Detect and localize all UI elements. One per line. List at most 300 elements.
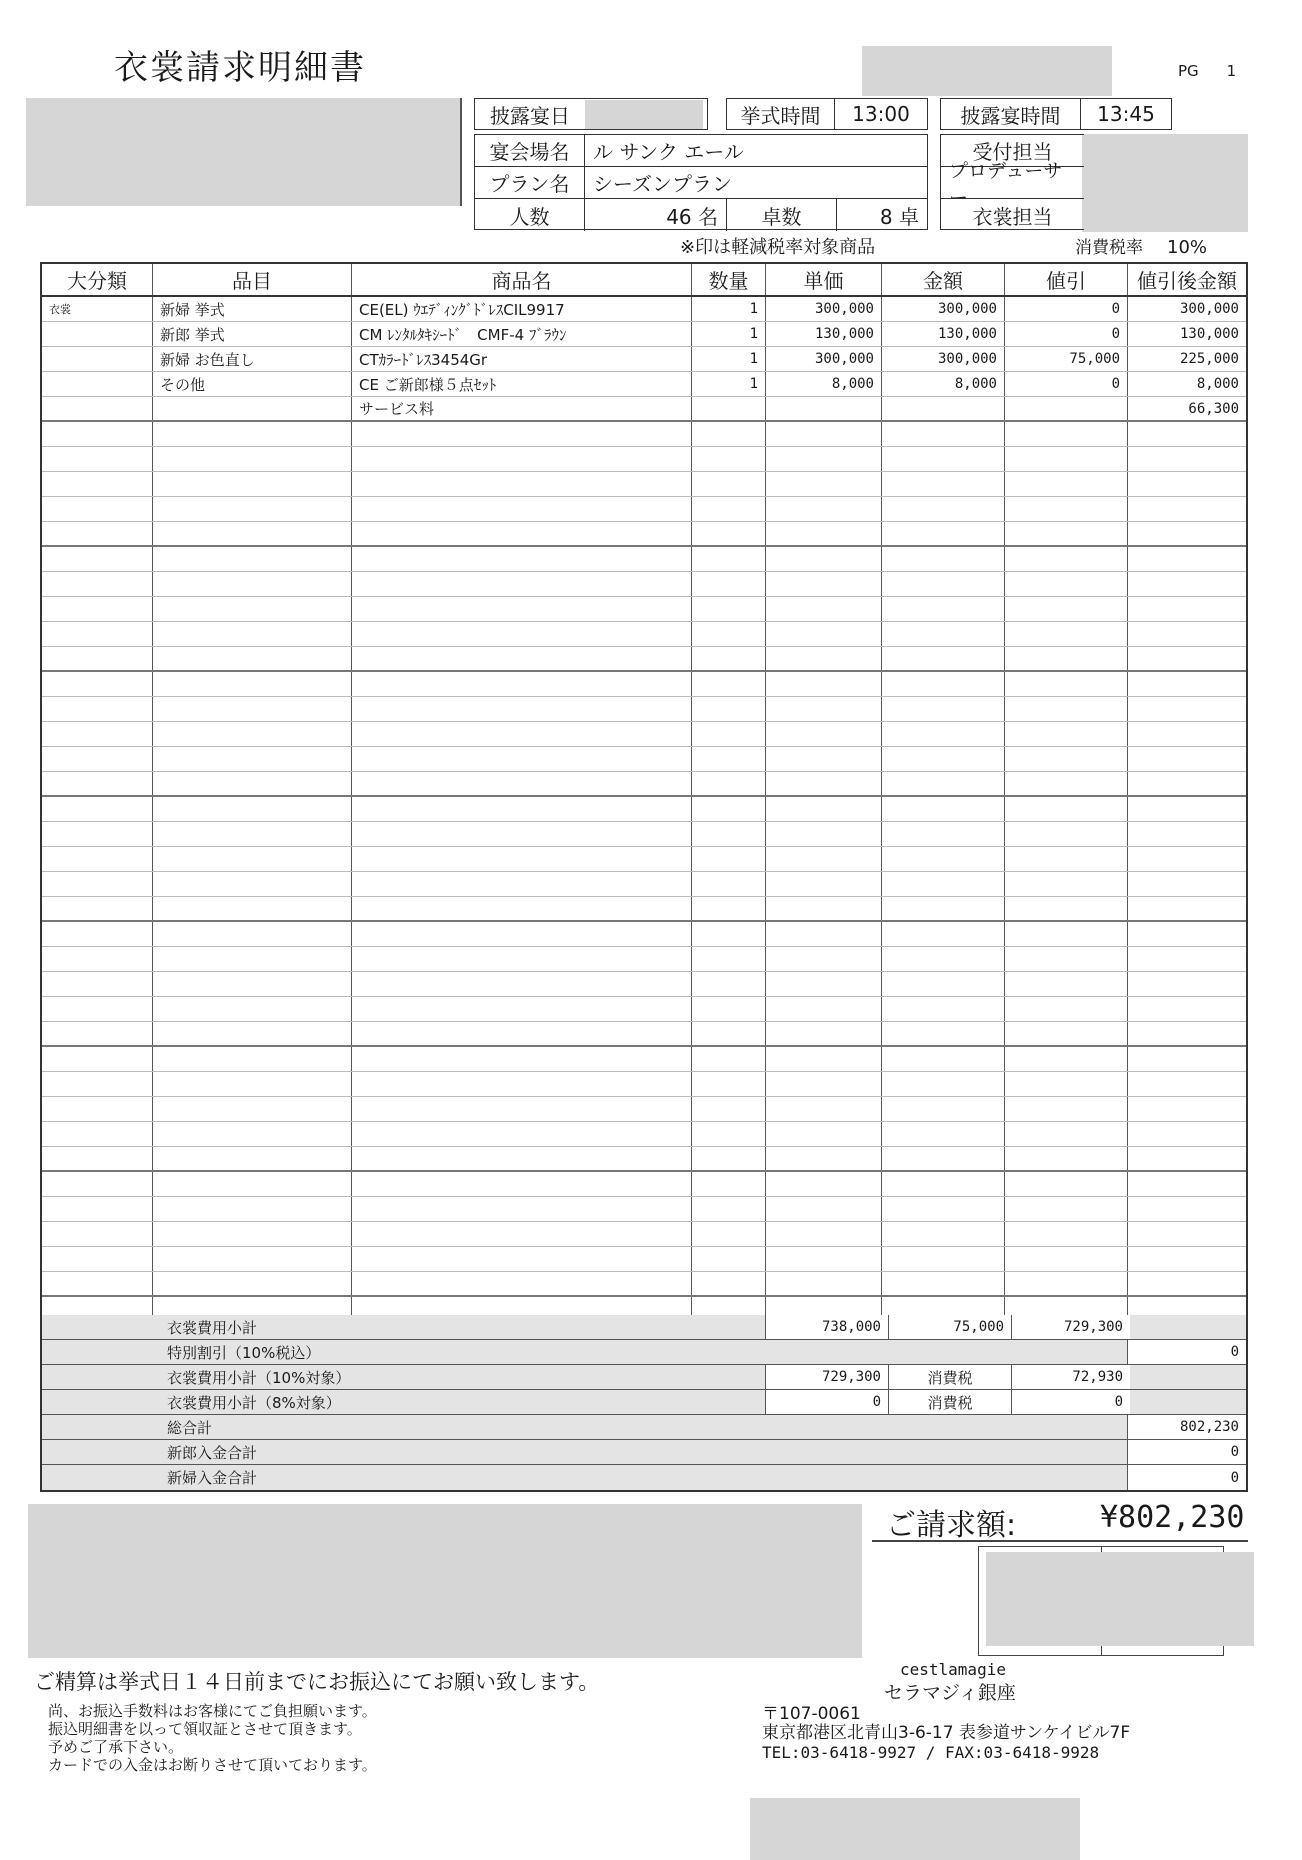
cell-discount [1005, 547, 1128, 571]
cell-item [153, 722, 352, 746]
cell-product [352, 697, 692, 721]
summary-row-sub8 [42, 1390, 1246, 1415]
cell-net [1128, 747, 1246, 771]
table-row-empty [42, 922, 1246, 947]
table-row-empty [42, 1247, 1246, 1272]
postal-code: 〒107-0061 [762, 1704, 861, 1724]
cell-item [153, 897, 352, 920]
tax-rate-label: 消費税率 [1075, 238, 1143, 258]
cell-product [352, 1197, 692, 1221]
cell-category [42, 822, 153, 846]
cell-qty [692, 1072, 766, 1096]
redacted-block [862, 46, 1112, 96]
cell-item [153, 697, 352, 721]
ceremony-time-box [726, 98, 928, 130]
payment-note: 予めご了承下さい。 [48, 1738, 184, 1756]
cell-qty: 1 [692, 347, 766, 371]
cell-discount [1005, 697, 1128, 721]
cell-net [1128, 622, 1246, 646]
redacted-block [1082, 134, 1248, 232]
cell-product [352, 747, 692, 771]
cell-category [42, 947, 153, 971]
plan-label: プラン名 [475, 167, 585, 198]
cell-unit-price [766, 547, 882, 571]
cell-category [42, 1097, 153, 1121]
cell-net [1128, 1272, 1246, 1295]
cell-item [153, 1247, 352, 1271]
cell-amount [882, 1197, 1005, 1221]
cell-product [352, 1022, 692, 1045]
cell-qty [692, 772, 766, 795]
groom-paid-label: 新郎入金合計 [42, 1440, 1128, 1464]
cell-unit-price [766, 1247, 882, 1271]
cell-product [352, 472, 692, 496]
cell-unit-price [766, 697, 882, 721]
cell-qty [692, 1172, 766, 1196]
table-row-empty [42, 1272, 1246, 1297]
bride-paid-value: 0 [1128, 1465, 1246, 1490]
cell-unit-price [766, 947, 882, 971]
cell-product: CE ご新郎様５点ｾｯﾄ [352, 372, 692, 396]
page-indicator [1178, 62, 1236, 80]
cell-qty [692, 597, 766, 621]
cell-qty [692, 622, 766, 646]
table-row [42, 297, 1246, 322]
cell-product [352, 997, 692, 1021]
cell-item [153, 1197, 352, 1221]
line-items-table [40, 262, 1248, 1349]
cell-unit-price [766, 597, 882, 621]
cell-item [153, 597, 352, 621]
cell-product [352, 1147, 692, 1170]
sub10-amount: 729,300 [766, 1365, 889, 1389]
cell-unit-price [766, 797, 882, 821]
reception-staff-label: 受付担当 [972, 140, 1053, 164]
cell-item [153, 622, 352, 646]
summary-block [40, 1315, 1248, 1492]
cell-product [352, 797, 692, 821]
cell-product [352, 872, 692, 896]
cell-net [1128, 447, 1246, 471]
cell-amount [882, 797, 1005, 821]
cell-net [1128, 947, 1246, 971]
cell-discount [1005, 622, 1128, 646]
sub8-tax-label: 消費税 [889, 1390, 1012, 1414]
cell-unit-price: 130,000 [766, 322, 882, 346]
cell-amount [882, 1072, 1005, 1096]
cell-qty [692, 797, 766, 821]
redacted-block [26, 98, 462, 206]
cell-item: 新婦 お色直し [153, 347, 352, 371]
document-title: 衣裳請求明細書 [114, 48, 366, 88]
ceremony-time-value: 13:00 [852, 102, 910, 126]
cell-product [352, 1122, 692, 1146]
cell-net [1128, 422, 1246, 446]
cell-discount [1005, 922, 1128, 946]
cell-category [42, 422, 153, 446]
cell-category [42, 872, 153, 896]
redacted-block [986, 1552, 1254, 1646]
summary-row-subtotal [42, 1315, 1246, 1340]
cell-amount [882, 672, 1005, 696]
table-row-empty [42, 422, 1246, 447]
cell-qty [692, 697, 766, 721]
cell-category [42, 722, 153, 746]
cell-net [1128, 1122, 1246, 1146]
cell-unit-price [766, 1022, 882, 1045]
cell-qty [692, 1222, 766, 1246]
subtotal-amount: 738,000 [766, 1315, 889, 1339]
staff-info-grid [940, 134, 1084, 230]
summary-row-special-discount [42, 1340, 1246, 1365]
company-name-en: cestlamagie [900, 1660, 1006, 1679]
special-discount-label: 特別割引（10%税込） [42, 1340, 1128, 1364]
payment-note: 振込明細書を以って領収証とさせて頂きます。 [48, 1720, 362, 1738]
cell-unit-price [766, 922, 882, 946]
cell-item [153, 872, 352, 896]
cell-category [42, 1247, 153, 1271]
cell-item [153, 747, 352, 771]
cell-item [153, 772, 352, 795]
table-row-empty [42, 447, 1246, 472]
cell-net [1128, 647, 1246, 670]
cell-item [153, 847, 352, 871]
cell-product [352, 422, 692, 446]
cell-discount [1005, 572, 1128, 596]
cell-unit-price [766, 1047, 882, 1071]
table-row-empty [42, 1222, 1246, 1247]
reception-time-label: 披露宴時間 [941, 99, 1081, 129]
cell-discount [1005, 522, 1128, 545]
cell-category [42, 547, 153, 571]
cell-amount: 300,000 [882, 347, 1005, 371]
cell-product [352, 672, 692, 696]
cell-product [352, 1172, 692, 1196]
tables-label: 卓数 [727, 199, 837, 231]
cell-product [352, 522, 692, 545]
sub8-label: 衣裳費用小計（8%対象） [42, 1390, 766, 1414]
table-row-empty [42, 872, 1246, 897]
cell-qty [692, 872, 766, 896]
table-row-empty [42, 822, 1246, 847]
cell-net [1128, 922, 1246, 946]
summary-row-bride-paid [42, 1465, 1246, 1490]
cell-discount [1005, 1147, 1128, 1170]
cell-category [42, 372, 153, 396]
cell-net [1128, 897, 1246, 920]
cell-item: その他 [153, 372, 352, 396]
cell-item [153, 972, 352, 996]
invoice-underline [872, 1540, 1248, 1542]
cell-qty [692, 922, 766, 946]
special-discount-value: 0 [1128, 1340, 1246, 1364]
reduced-tax-note: ※印は軽減税率対象商品 [680, 237, 876, 258]
cell-category [42, 572, 153, 596]
cell-qty [692, 1047, 766, 1071]
cell-product [352, 597, 692, 621]
cell-unit-price [766, 1222, 882, 1246]
table-row-empty [42, 1097, 1246, 1122]
cell-qty: 1 [692, 322, 766, 346]
cell-category [42, 1022, 153, 1045]
cell-amount [882, 1172, 1005, 1196]
cell-amount [882, 547, 1005, 571]
company-name-jp: セラマジィ銀座 [884, 1682, 1016, 1704]
producer-label: プロデューサー [949, 159, 1063, 209]
cell-net [1128, 772, 1246, 795]
table-row [42, 322, 1246, 347]
cell-discount [1005, 672, 1128, 696]
cell-product [352, 947, 692, 971]
redacted-block [750, 1798, 1080, 1860]
cell-net [1128, 722, 1246, 746]
cell-unit-price [766, 872, 882, 896]
table-row-empty [42, 572, 1246, 597]
cell-discount [1005, 1097, 1128, 1121]
sub10-tax: 72,930 [1012, 1365, 1130, 1389]
cell-unit-price [766, 822, 882, 846]
table-row-empty [42, 622, 1246, 647]
table-row-empty [42, 897, 1246, 922]
cell-amount [882, 647, 1005, 670]
col-qty: 数量 [692, 264, 766, 295]
cell-category [42, 522, 153, 545]
cell-product [352, 972, 692, 996]
cell-unit-price [766, 722, 882, 746]
cell-unit-price [766, 672, 882, 696]
page-label: PG [1178, 62, 1199, 80]
cell-product [352, 847, 692, 871]
cell-amount: 8,000 [882, 372, 1005, 396]
cell-unit-price [766, 972, 882, 996]
cell-discount [1005, 1222, 1128, 1246]
cell-item [153, 1122, 352, 1146]
ceremony-time-label: 挙式時間 [727, 99, 835, 129]
col-discount: 値引 [1005, 264, 1128, 295]
cell-item [153, 547, 352, 571]
summary-row-groom-paid [42, 1440, 1246, 1465]
cell-category [42, 797, 153, 821]
cell-discount [1005, 797, 1128, 821]
cell-amount [882, 747, 1005, 771]
table-row [42, 372, 1246, 397]
table-row-empty [42, 472, 1246, 497]
cell-category [42, 347, 153, 371]
cell-category [42, 1172, 153, 1196]
cell-category [42, 1147, 153, 1170]
guests-label: 人数 [475, 199, 585, 231]
cell-item: 新郎 挙式 [153, 322, 352, 346]
tables-value: 8 卓 [879, 204, 919, 229]
table-row-empty [42, 972, 1246, 997]
cell-category [42, 622, 153, 646]
cell-amount [882, 422, 1005, 446]
payment-instruction: ご精算は挙式日１４日前までにお振込にてお願い致します。 [34, 1670, 600, 1694]
cell-net [1128, 1047, 1246, 1071]
cell-category [42, 772, 153, 795]
cell-discount [1005, 1022, 1128, 1045]
cell-qty [692, 497, 766, 521]
cell-product [352, 647, 692, 670]
sub8-amount: 0 [766, 1390, 889, 1414]
cell-product [352, 1222, 692, 1246]
cell-unit-price [766, 1097, 882, 1121]
sub10-label: 衣裳費用小計（10%対象） [42, 1365, 766, 1389]
table-row-empty [42, 1172, 1246, 1197]
cell-amount [882, 1097, 1005, 1121]
table-row-empty [42, 522, 1246, 547]
cell-qty [692, 672, 766, 696]
cell-net [1128, 1172, 1246, 1196]
col-unit-price: 単価 [766, 264, 882, 295]
table-row [42, 347, 1246, 372]
cell-item: 新婦 挙式 [153, 297, 352, 321]
cell-unit-price [766, 622, 882, 646]
cell-unit-price: 8,000 [766, 372, 882, 396]
cell-discount [1005, 897, 1128, 920]
cell-item [153, 1097, 352, 1121]
cell-item [153, 997, 352, 1021]
cell-product [352, 822, 692, 846]
cell-net [1128, 872, 1246, 896]
table-row-empty [42, 597, 1246, 622]
costume-staff-label: 衣裳担当 [972, 204, 1053, 229]
cell-discount [1005, 447, 1128, 471]
cell-category [42, 847, 153, 871]
table-row-empty [42, 497, 1246, 522]
cell-product [352, 547, 692, 571]
cell-net [1128, 1222, 1246, 1246]
cell-unit-price [766, 997, 882, 1021]
cell-unit-price [766, 422, 882, 446]
cell-qty [692, 947, 766, 971]
cell-category [42, 922, 153, 946]
cell-discount [1005, 1272, 1128, 1295]
table-row-empty [42, 647, 1246, 672]
col-category: 大分類 [42, 264, 153, 295]
cell-net [1128, 972, 1246, 996]
cell-net [1128, 597, 1246, 621]
cell-amount [882, 1247, 1005, 1271]
cell-item [153, 797, 352, 821]
cell-category [42, 1047, 153, 1071]
summary-row-grand-total [42, 1415, 1246, 1440]
cell-amount [882, 1022, 1005, 1045]
cell-category [42, 697, 153, 721]
guests-value: 46 名 [585, 199, 727, 231]
cell-item [153, 422, 352, 446]
cell-unit-price [766, 647, 882, 670]
cell-discount [1005, 1247, 1128, 1271]
cell-discount [1005, 1047, 1128, 1071]
cell-category [42, 322, 153, 346]
table-row-empty [42, 1047, 1246, 1072]
cell-discount [1005, 872, 1128, 896]
cell-item [153, 1022, 352, 1045]
cell-unit-price [766, 522, 882, 545]
company-address [762, 1705, 1130, 1762]
page-number: 1 [1226, 62, 1237, 80]
cell-amount [882, 597, 1005, 621]
cell-net: 225,000 [1179, 351, 1239, 367]
cell-category [42, 1122, 153, 1146]
cell-amount [882, 622, 1005, 646]
invoice-label: ご請求額: [886, 1508, 1017, 1543]
cell-amount [882, 1272, 1005, 1295]
cell-discount: 0 [1005, 297, 1128, 321]
cell-amount: 300,000 [882, 297, 1005, 321]
cell-product: CE(EL) ｳｴﾃﾞｨﾝｸﾞﾄﾞﾚｽCIL9917 [352, 297, 692, 321]
cell-item [153, 922, 352, 946]
cell-amount [882, 772, 1005, 795]
cell-unit-price [766, 1272, 882, 1295]
cell-item [153, 1172, 352, 1196]
cell-product [352, 1272, 692, 1295]
cell-product [352, 572, 692, 596]
cell-category [42, 472, 153, 496]
cell-category [42, 397, 153, 420]
cell-net [1128, 1072, 1246, 1096]
cell-item [153, 947, 352, 971]
cell-product [352, 447, 692, 471]
cell-item [153, 1147, 352, 1170]
cell-discount: 0 [1005, 322, 1128, 346]
cell-discount [1005, 997, 1128, 1021]
cell-net [1128, 497, 1246, 521]
cell-item [153, 447, 352, 471]
reception-time-value: 13:45 [1097, 102, 1155, 126]
table-row-empty [42, 722, 1246, 747]
cell-unit-price [766, 1197, 882, 1221]
redacted-block [28, 1504, 862, 1658]
cell-unit-price [766, 1147, 882, 1170]
table-row-empty [42, 747, 1246, 772]
cell-category [42, 897, 153, 920]
cell-amount [882, 1147, 1005, 1170]
cell-item [153, 647, 352, 670]
cell-discount [1005, 1072, 1128, 1096]
payment-note: カードでの入金はお断りさせて頂いております。 [48, 1756, 377, 1774]
cell-discount [1005, 497, 1128, 521]
cell-amount [882, 872, 1005, 896]
cell-qty [692, 822, 766, 846]
cell-discount [1005, 947, 1128, 971]
cell-net [1128, 547, 1246, 571]
cell-item [153, 572, 352, 596]
cell-category [42, 447, 153, 471]
cell-net [1128, 1247, 1246, 1271]
plan-value: シーズンプラン [593, 172, 732, 196]
cell-category [42, 1272, 153, 1295]
cell-discount [1005, 1172, 1128, 1196]
cell-item [153, 522, 352, 545]
cell-amount [882, 922, 1005, 946]
col-item: 品目 [153, 264, 352, 295]
cell-product [352, 922, 692, 946]
cell-amount [882, 397, 1005, 420]
cell-qty [692, 747, 766, 771]
table-header [42, 264, 1246, 297]
tax-rate-value: 10% [1167, 237, 1208, 258]
subtotal-net: 729,300 [1012, 1315, 1130, 1339]
cell-product [352, 772, 692, 795]
subtotal-discount: 75,000 [889, 1315, 1012, 1339]
groom-paid-value: 0 [1128, 1440, 1246, 1464]
cell-net [1128, 1147, 1246, 1170]
cell-net [1128, 797, 1246, 821]
summary-row-sub10 [42, 1365, 1246, 1390]
table-row-empty [42, 672, 1246, 697]
